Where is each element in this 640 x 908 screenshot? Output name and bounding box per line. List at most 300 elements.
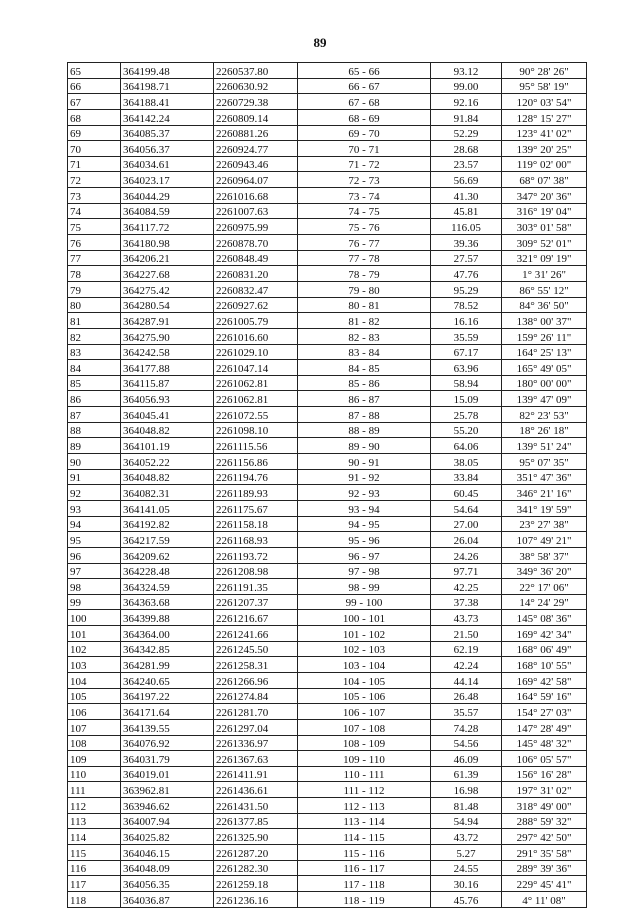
bearing-cell: 309° 52' 01" bbox=[502, 235, 587, 251]
y-coordinate-cell: 2261241.66 bbox=[214, 626, 298, 642]
point-number-cell: 82 bbox=[68, 328, 121, 344]
x-coordinate-cell: 364227.68 bbox=[121, 266, 214, 282]
table-row bbox=[68, 78, 587, 94]
table-row bbox=[68, 485, 587, 501]
bearing-cell: 318° 49' 00" bbox=[502, 798, 587, 814]
table-row bbox=[68, 719, 587, 735]
segment-cell: 115 - 116 bbox=[298, 845, 431, 861]
y-coordinate-cell: 2261005.79 bbox=[214, 313, 298, 329]
point-number-cell: 118 bbox=[68, 891, 121, 907]
bearing-cell: 303° 01' 58" bbox=[502, 219, 587, 235]
y-coordinate-cell: 2260848.49 bbox=[214, 250, 298, 266]
length-cell: 30.16 bbox=[431, 876, 502, 892]
y-coordinate-cell: 2261266.96 bbox=[214, 672, 298, 688]
x-coordinate-cell: 364036.87 bbox=[121, 891, 214, 907]
y-coordinate-cell: 2260537.80 bbox=[214, 63, 298, 79]
table-row bbox=[68, 313, 587, 329]
length-cell: 62.19 bbox=[431, 641, 502, 657]
x-coordinate-cell: 364324.59 bbox=[121, 579, 214, 595]
point-number-cell: 79 bbox=[68, 281, 121, 297]
length-cell: 97.71 bbox=[431, 563, 502, 579]
table-row bbox=[68, 125, 587, 141]
bearing-cell: 321° 09' 19" bbox=[502, 250, 587, 266]
point-number-cell: 75 bbox=[68, 219, 121, 235]
bearing-cell: 90° 28' 26" bbox=[502, 63, 587, 79]
length-cell: 43.72 bbox=[431, 829, 502, 845]
length-cell: 64.06 bbox=[431, 438, 502, 454]
bearing-cell: 145° 08' 36" bbox=[502, 610, 587, 626]
y-coordinate-cell: 2261016.68 bbox=[214, 188, 298, 204]
x-coordinate-cell: 364199.48 bbox=[121, 63, 214, 79]
point-number-cell: 80 bbox=[68, 297, 121, 313]
x-coordinate-cell: 364188.41 bbox=[121, 94, 214, 110]
x-coordinate-cell: 364287.91 bbox=[121, 313, 214, 329]
point-number-cell: 67 bbox=[68, 94, 121, 110]
y-coordinate-cell: 2261175.67 bbox=[214, 500, 298, 516]
segment-cell: 98 - 99 bbox=[298, 579, 431, 595]
point-number-cell: 110 bbox=[68, 766, 121, 782]
length-cell: 35.59 bbox=[431, 328, 502, 344]
y-coordinate-cell: 2261193.72 bbox=[214, 547, 298, 563]
point-number-cell: 116 bbox=[68, 860, 121, 876]
point-number-cell: 89 bbox=[68, 438, 121, 454]
length-cell: 28.68 bbox=[431, 141, 502, 157]
length-cell: 46.09 bbox=[431, 751, 502, 767]
y-coordinate-cell: 2261191.35 bbox=[214, 579, 298, 595]
length-cell: 55.20 bbox=[431, 422, 502, 438]
x-coordinate-cell: 364007.94 bbox=[121, 813, 214, 829]
length-cell: 16.98 bbox=[431, 782, 502, 798]
point-number-cell: 81 bbox=[68, 313, 121, 329]
point-number-cell: 94 bbox=[68, 516, 121, 532]
length-cell: 21.50 bbox=[431, 626, 502, 642]
segment-cell: 88 - 89 bbox=[298, 422, 431, 438]
x-coordinate-cell: 364171.64 bbox=[121, 704, 214, 720]
y-coordinate-cell: 2260832.47 bbox=[214, 281, 298, 297]
table-row bbox=[68, 344, 587, 360]
segment-cell: 118 - 119 bbox=[298, 891, 431, 907]
x-coordinate-cell: 364281.99 bbox=[121, 657, 214, 673]
segment-cell: 85 - 86 bbox=[298, 375, 431, 391]
table-row bbox=[68, 704, 587, 720]
bearing-cell: 38° 58' 37" bbox=[502, 547, 587, 563]
point-number-cell: 107 bbox=[68, 719, 121, 735]
point-number-cell: 93 bbox=[68, 500, 121, 516]
bearing-cell: 346° 21' 16" bbox=[502, 485, 587, 501]
table-row bbox=[68, 63, 587, 79]
x-coordinate-cell: 364275.90 bbox=[121, 328, 214, 344]
segment-cell: 106 - 107 bbox=[298, 704, 431, 720]
bearing-cell: 351° 47' 36" bbox=[502, 469, 587, 485]
bearing-cell: 291° 35' 58" bbox=[502, 845, 587, 861]
point-number-cell: 70 bbox=[68, 141, 121, 157]
length-cell: 33.84 bbox=[431, 469, 502, 485]
table-row bbox=[68, 391, 587, 407]
y-coordinate-cell: 2261258.31 bbox=[214, 657, 298, 673]
x-coordinate-cell: 364084.59 bbox=[121, 203, 214, 219]
point-number-cell: 102 bbox=[68, 641, 121, 657]
bearing-cell: 145° 48' 32" bbox=[502, 735, 587, 751]
point-number-cell: 83 bbox=[68, 344, 121, 360]
segment-cell: 69 - 70 bbox=[298, 125, 431, 141]
table-row bbox=[68, 203, 587, 219]
bearing-cell: 164° 25' 13" bbox=[502, 344, 587, 360]
length-cell: 63.96 bbox=[431, 360, 502, 376]
segment-cell: 102 - 103 bbox=[298, 641, 431, 657]
point-number-cell: 76 bbox=[68, 235, 121, 251]
length-cell: 27.00 bbox=[431, 516, 502, 532]
segment-cell: 91 - 92 bbox=[298, 469, 431, 485]
y-coordinate-cell: 2261207.37 bbox=[214, 594, 298, 610]
bearing-cell: 139° 51' 24" bbox=[502, 438, 587, 454]
x-coordinate-cell: 363962.81 bbox=[121, 782, 214, 798]
length-cell: 78.52 bbox=[431, 297, 502, 313]
table-row bbox=[68, 156, 587, 172]
x-coordinate-cell: 364048.09 bbox=[121, 860, 214, 876]
point-number-cell: 104 bbox=[68, 672, 121, 688]
bearing-cell: 347° 20' 36" bbox=[502, 188, 587, 204]
length-cell: 54.64 bbox=[431, 500, 502, 516]
point-number-cell: 92 bbox=[68, 485, 121, 501]
length-cell: 56.69 bbox=[431, 172, 502, 188]
segment-cell: 111 - 112 bbox=[298, 782, 431, 798]
segment-cell: 77 - 78 bbox=[298, 250, 431, 266]
length-cell: 15.09 bbox=[431, 391, 502, 407]
y-coordinate-cell: 2261287.20 bbox=[214, 845, 298, 861]
length-cell: 26.04 bbox=[431, 532, 502, 548]
length-cell: 37.38 bbox=[431, 594, 502, 610]
length-cell: 44.14 bbox=[431, 672, 502, 688]
segment-cell: 76 - 77 bbox=[298, 235, 431, 251]
length-cell: 24.26 bbox=[431, 547, 502, 563]
bearing-cell: 68° 07' 38" bbox=[502, 172, 587, 188]
point-number-cell: 74 bbox=[68, 203, 121, 219]
length-cell: 61.39 bbox=[431, 766, 502, 782]
bearing-cell: 197° 31' 02" bbox=[502, 782, 587, 798]
point-number-cell: 112 bbox=[68, 798, 121, 814]
length-cell: 93.12 bbox=[431, 63, 502, 79]
y-coordinate-cell: 2261208.98 bbox=[214, 563, 298, 579]
x-coordinate-cell: 364056.37 bbox=[121, 141, 214, 157]
table-row bbox=[68, 281, 587, 297]
segment-cell: 97 - 98 bbox=[298, 563, 431, 579]
y-coordinate-cell: 2261377.85 bbox=[214, 813, 298, 829]
bearing-cell: 169° 42' 58" bbox=[502, 672, 587, 688]
length-cell: 43.73 bbox=[431, 610, 502, 626]
x-coordinate-cell: 364197.22 bbox=[121, 688, 214, 704]
segment-cell: 96 - 97 bbox=[298, 547, 431, 563]
y-coordinate-cell: 2261216.67 bbox=[214, 610, 298, 626]
bearing-cell: 288° 59' 32" bbox=[502, 813, 587, 829]
table-row bbox=[68, 109, 587, 125]
bearing-cell: 128° 15' 27" bbox=[502, 109, 587, 125]
table-row bbox=[68, 594, 587, 610]
point-number-cell: 86 bbox=[68, 391, 121, 407]
point-number-cell: 115 bbox=[68, 845, 121, 861]
length-cell: 67.17 bbox=[431, 344, 502, 360]
table-row bbox=[68, 454, 587, 470]
bearing-cell: 168° 10' 55" bbox=[502, 657, 587, 673]
y-coordinate-cell: 2260975.99 bbox=[214, 219, 298, 235]
segment-cell: 78 - 79 bbox=[298, 266, 431, 282]
y-coordinate-cell: 2261007.63 bbox=[214, 203, 298, 219]
length-cell: 116.05 bbox=[431, 219, 502, 235]
bearing-cell: 4° 11' 08" bbox=[502, 891, 587, 907]
table-row bbox=[68, 328, 587, 344]
segment-cell: 79 - 80 bbox=[298, 281, 431, 297]
table-row bbox=[68, 579, 587, 595]
segment-cell: 114 - 115 bbox=[298, 829, 431, 845]
y-coordinate-cell: 2260831.20 bbox=[214, 266, 298, 282]
y-coordinate-cell: 2261325.90 bbox=[214, 829, 298, 845]
bearing-cell: 164° 59' 16" bbox=[502, 688, 587, 704]
x-coordinate-cell: 364056.35 bbox=[121, 876, 214, 892]
length-cell: 95.29 bbox=[431, 281, 502, 297]
bearing-cell: 82° 23' 53" bbox=[502, 407, 587, 423]
segment-cell: 93 - 94 bbox=[298, 500, 431, 516]
x-coordinate-cell: 364023.17 bbox=[121, 172, 214, 188]
table-row bbox=[68, 188, 587, 204]
y-coordinate-cell: 2260943.46 bbox=[214, 156, 298, 172]
table-row bbox=[68, 360, 587, 376]
x-coordinate-cell: 364085.37 bbox=[121, 125, 214, 141]
bearing-cell: 147° 28' 49" bbox=[502, 719, 587, 735]
y-coordinate-cell: 2261236.16 bbox=[214, 891, 298, 907]
y-coordinate-cell: 2261158.18 bbox=[214, 516, 298, 532]
segment-cell: 100 - 101 bbox=[298, 610, 431, 626]
table-row bbox=[68, 876, 587, 892]
y-coordinate-cell: 2260964.07 bbox=[214, 172, 298, 188]
table-row bbox=[68, 813, 587, 829]
y-coordinate-cell: 2261281.70 bbox=[214, 704, 298, 720]
bearing-cell: 1° 31' 26" bbox=[502, 266, 587, 282]
table-row bbox=[68, 422, 587, 438]
segment-cell: 84 - 85 bbox=[298, 360, 431, 376]
x-coordinate-cell: 364399.88 bbox=[121, 610, 214, 626]
y-coordinate-cell: 2260630.92 bbox=[214, 78, 298, 94]
length-cell: 91.84 bbox=[431, 109, 502, 125]
bearing-cell: 154° 27' 03" bbox=[502, 704, 587, 720]
segment-cell: 86 - 87 bbox=[298, 391, 431, 407]
point-number-cell: 90 bbox=[68, 454, 121, 470]
table-row bbox=[68, 641, 587, 657]
x-coordinate-cell: 364044.29 bbox=[121, 188, 214, 204]
y-coordinate-cell: 2261115.56 bbox=[214, 438, 298, 454]
x-coordinate-cell: 364046.15 bbox=[121, 845, 214, 861]
bearing-cell: 349° 36' 20" bbox=[502, 563, 587, 579]
x-coordinate-cell: 364142.24 bbox=[121, 109, 214, 125]
table-row bbox=[68, 766, 587, 782]
segment-cell: 113 - 114 bbox=[298, 813, 431, 829]
table-row bbox=[68, 141, 587, 157]
length-cell: 38.05 bbox=[431, 454, 502, 470]
length-cell: 47.76 bbox=[431, 266, 502, 282]
y-coordinate-cell: 2260878.70 bbox=[214, 235, 298, 251]
segment-cell: 99 - 100 bbox=[298, 594, 431, 610]
segment-cell: 108 - 109 bbox=[298, 735, 431, 751]
y-coordinate-cell: 2261168.93 bbox=[214, 532, 298, 548]
length-cell: 58.94 bbox=[431, 375, 502, 391]
length-cell: 26.48 bbox=[431, 688, 502, 704]
bearing-cell: 106° 05' 57" bbox=[502, 751, 587, 767]
table-row bbox=[68, 657, 587, 673]
table-row bbox=[68, 798, 587, 814]
point-number-cell: 73 bbox=[68, 188, 121, 204]
bearing-cell: 18° 26' 18" bbox=[502, 422, 587, 438]
y-coordinate-cell: 2261297.04 bbox=[214, 719, 298, 735]
y-coordinate-cell: 2260729.38 bbox=[214, 94, 298, 110]
table-row bbox=[68, 751, 587, 767]
x-coordinate-cell: 364031.79 bbox=[121, 751, 214, 767]
bearing-cell: 341° 19' 59" bbox=[502, 500, 587, 516]
table-row bbox=[68, 563, 587, 579]
length-cell: 35.57 bbox=[431, 704, 502, 720]
x-coordinate-cell: 364048.82 bbox=[121, 469, 214, 485]
y-coordinate-cell: 2261431.50 bbox=[214, 798, 298, 814]
page-number: 89 bbox=[313, 35, 327, 50]
y-coordinate-cell: 2261194.76 bbox=[214, 469, 298, 485]
bearing-cell: 120° 03' 54" bbox=[502, 94, 587, 110]
point-number-cell: 71 bbox=[68, 156, 121, 172]
x-coordinate-cell: 364217.59 bbox=[121, 532, 214, 548]
x-coordinate-cell: 364076.92 bbox=[121, 735, 214, 751]
bearing-cell: 289° 39' 36" bbox=[502, 860, 587, 876]
point-number-cell: 103 bbox=[68, 657, 121, 673]
table-row bbox=[68, 547, 587, 563]
y-coordinate-cell: 2261047.14 bbox=[214, 360, 298, 376]
table-row bbox=[68, 845, 587, 861]
y-coordinate-cell: 2260881.26 bbox=[214, 125, 298, 141]
y-coordinate-cell: 2261411.91 bbox=[214, 766, 298, 782]
bearing-cell: 84° 36' 50" bbox=[502, 297, 587, 313]
length-cell: 92.16 bbox=[431, 94, 502, 110]
table-row bbox=[68, 469, 587, 485]
bearing-cell: 159° 26' 11" bbox=[502, 328, 587, 344]
length-cell: 23.57 bbox=[431, 156, 502, 172]
length-cell: 39.36 bbox=[431, 235, 502, 251]
y-coordinate-cell: 2260809.14 bbox=[214, 109, 298, 125]
point-number-cell: 66 bbox=[68, 78, 121, 94]
segment-cell: 66 - 67 bbox=[298, 78, 431, 94]
table-row bbox=[68, 500, 587, 516]
coordinates-table bbox=[67, 62, 587, 908]
point-number-cell: 106 bbox=[68, 704, 121, 720]
x-coordinate-cell: 364045.41 bbox=[121, 407, 214, 423]
point-number-cell: 114 bbox=[68, 829, 121, 845]
x-coordinate-cell: 364177.88 bbox=[121, 360, 214, 376]
x-coordinate-cell: 364342.85 bbox=[121, 641, 214, 657]
table-row bbox=[68, 626, 587, 642]
table-row bbox=[68, 532, 587, 548]
x-coordinate-cell: 364034.61 bbox=[121, 156, 214, 172]
point-number-cell: 99 bbox=[68, 594, 121, 610]
table-row bbox=[68, 250, 587, 266]
segment-cell: 82 - 83 bbox=[298, 328, 431, 344]
point-number-cell: 96 bbox=[68, 547, 121, 563]
segment-cell: 70 - 71 bbox=[298, 141, 431, 157]
segment-cell: 105 - 106 bbox=[298, 688, 431, 704]
segment-cell: 75 - 76 bbox=[298, 219, 431, 235]
y-coordinate-cell: 2260927.62 bbox=[214, 297, 298, 313]
point-number-cell: 95 bbox=[68, 532, 121, 548]
x-coordinate-cell: 364115.87 bbox=[121, 375, 214, 391]
bearing-cell: 138° 00' 37" bbox=[502, 313, 587, 329]
bearing-cell: 139° 47' 09" bbox=[502, 391, 587, 407]
bearing-cell: 95° 58' 19" bbox=[502, 78, 587, 94]
length-cell: 42.24 bbox=[431, 657, 502, 673]
length-cell: 27.57 bbox=[431, 250, 502, 266]
y-coordinate-cell: 2261336.97 bbox=[214, 735, 298, 751]
point-number-cell: 72 bbox=[68, 172, 121, 188]
segment-cell: 110 - 111 bbox=[298, 766, 431, 782]
segment-cell: 89 - 90 bbox=[298, 438, 431, 454]
bearing-cell: 95° 07' 35" bbox=[502, 454, 587, 470]
x-coordinate-cell: 364242.58 bbox=[121, 344, 214, 360]
bearing-cell: 123° 41' 02" bbox=[502, 125, 587, 141]
x-coordinate-cell: 364117.72 bbox=[121, 219, 214, 235]
y-coordinate-cell: 2261367.63 bbox=[214, 751, 298, 767]
bearing-cell: 316° 19' 04" bbox=[502, 203, 587, 219]
y-coordinate-cell: 2261245.50 bbox=[214, 641, 298, 657]
segment-cell: 68 - 69 bbox=[298, 109, 431, 125]
length-cell: 54.56 bbox=[431, 735, 502, 751]
table-row bbox=[68, 860, 587, 876]
segment-cell: 67 - 68 bbox=[298, 94, 431, 110]
segment-cell: 80 - 81 bbox=[298, 297, 431, 313]
segment-cell: 83 - 84 bbox=[298, 344, 431, 360]
segment-cell: 65 - 66 bbox=[298, 63, 431, 79]
table-row bbox=[68, 829, 587, 845]
x-coordinate-cell: 363946.62 bbox=[121, 798, 214, 814]
x-coordinate-cell: 364363.68 bbox=[121, 594, 214, 610]
x-coordinate-cell: 364141.05 bbox=[121, 500, 214, 516]
segment-cell: 71 - 72 bbox=[298, 156, 431, 172]
y-coordinate-cell: 2261062.81 bbox=[214, 375, 298, 391]
bearing-cell: 156° 16' 28" bbox=[502, 766, 587, 782]
point-number-cell: 84 bbox=[68, 360, 121, 376]
y-coordinate-cell: 2261189.93 bbox=[214, 485, 298, 501]
x-coordinate-cell: 364228.48 bbox=[121, 563, 214, 579]
segment-cell: 87 - 88 bbox=[298, 407, 431, 423]
length-cell: 81.48 bbox=[431, 798, 502, 814]
x-coordinate-cell: 364101.19 bbox=[121, 438, 214, 454]
bearing-cell: 23° 27' 38" bbox=[502, 516, 587, 532]
point-number-cell: 113 bbox=[68, 813, 121, 829]
length-cell: 52.29 bbox=[431, 125, 502, 141]
point-number-cell: 105 bbox=[68, 688, 121, 704]
y-coordinate-cell: 2261072.55 bbox=[214, 407, 298, 423]
segment-cell: 103 - 104 bbox=[298, 657, 431, 673]
x-coordinate-cell: 364048.82 bbox=[121, 422, 214, 438]
length-cell: 25.78 bbox=[431, 407, 502, 423]
bearing-cell: 180° 00' 00" bbox=[502, 375, 587, 391]
bearing-cell: 86° 55' 12" bbox=[502, 281, 587, 297]
x-coordinate-cell: 364192.82 bbox=[121, 516, 214, 532]
coordinates-table-body bbox=[68, 63, 587, 908]
bearing-cell: 229° 45' 41" bbox=[502, 876, 587, 892]
segment-cell: 94 - 95 bbox=[298, 516, 431, 532]
segment-cell: 95 - 96 bbox=[298, 532, 431, 548]
table-row bbox=[68, 297, 587, 313]
table-row bbox=[68, 266, 587, 282]
table-row bbox=[68, 516, 587, 532]
point-number-cell: 85 bbox=[68, 375, 121, 391]
point-number-cell: 111 bbox=[68, 782, 121, 798]
y-coordinate-cell: 2261274.84 bbox=[214, 688, 298, 704]
length-cell: 60.45 bbox=[431, 485, 502, 501]
length-cell: 16.16 bbox=[431, 313, 502, 329]
x-coordinate-cell: 364056.93 bbox=[121, 391, 214, 407]
